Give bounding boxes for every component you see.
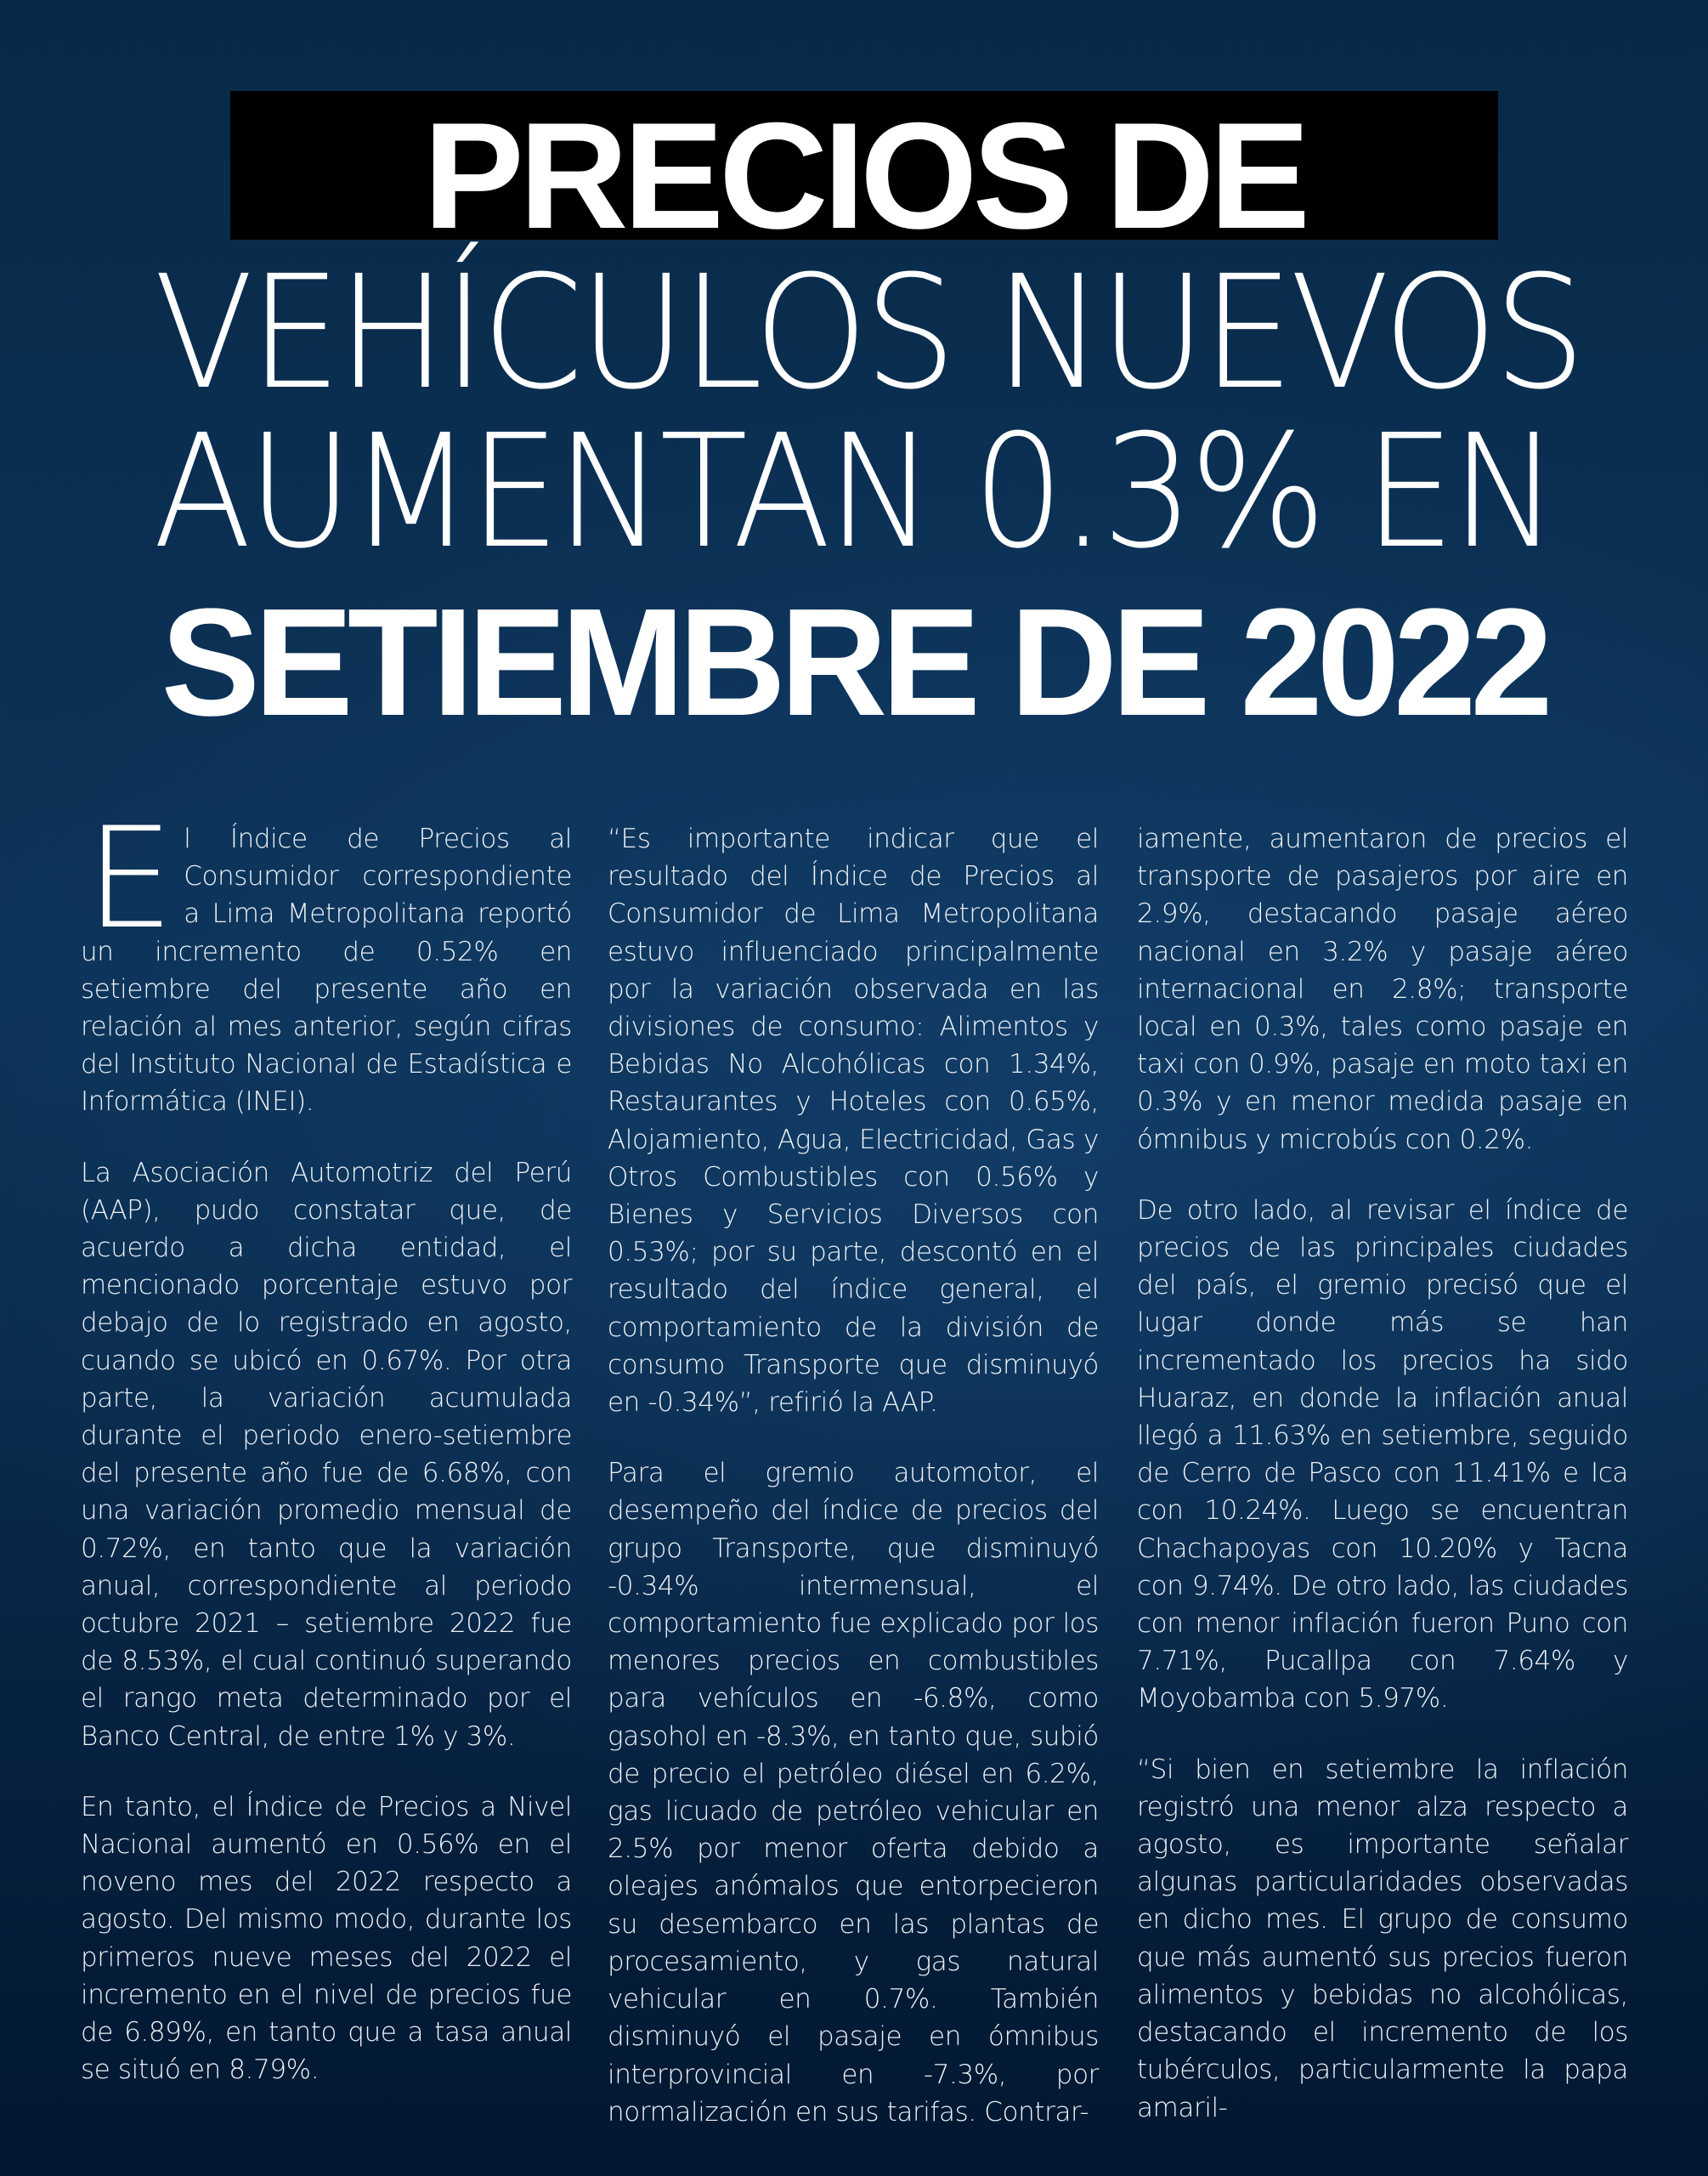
paragraph: [81, 797, 572, 1121]
paragraph: La Asociación Automotriz del Perú (AAP), pudo constatar que, de acuerdo a dicha entidad, el mencionado porcentaje estuvo por debajo de lo registrado en agosto, cuando se ubicó en 0.67%. Por otra parte, la variación acumulada durante el periodo enero-setiembre del presente año fue de 6.68%, con una variación promedio mensual de 0.72%, en tanto que la variación anual, correspondiente al periodo octubre 2021 – setiembre 2022 fue de 8.53%, el cual continuó superando el rango meta determinado por el Banco Central, de entre 1% y 3%.: [81, 1157, 572, 1752]
paragraph: iamente, aumentaron de precios el transporte de pasajeros por aire en 2.9%, destacando pasaje aéreo nacional en 3.2% y pasaje aéreo internacional en 2.8%; transporte local en 0.3%, tales como pasaje en taxi con 0.9%, pasaje en moto taxi en 0.3% y en menor medida pasaje en ómnibus y microbús con 0.2%.: [1137, 824, 1628, 1155]
paragraph: En tanto, el Índice de Precios a Nivel Nacional aumentó en 0.56% en el noveno mes del 2022 respecto a agosto. Del mismo modo, durante los primeros nueve meses del 2022 el incremento en el nivel de precios fue de 6.89%, en tanto que a tasa anual se situó en 8.79%.: [81, 1791, 572, 2086]
headline-line-4: SETIEMBRE DE 2022: [161, 577, 1547, 748]
paragraph: “Si bien en setiembre la inflación registró una menor alza respecto a agosto, es importante señalar algunas particularidades observadas en dicho mes. El grupo de consumo que más aumentó sus precios fueron alimentos y bebidas no alcohólicas, destacando el incremento de los tubérculos, particularmente la papa amaril-: [1137, 1754, 1628, 2123]
paragraph: Para el gremio automotor, el desempeño del índice de precios del grupo Transporte, que disminuyó -0.34% intermensual, el comportamiento fue explicado por los menores precios en combustibles para vehículos en -6.8%, como gasohol en -8.3%, en tanto que, subió de precio el petróleo diésel en 6.2%, gas licuado de petróleo vehicular en 2.5% por menor oferta debido a oleajes anómalos que entorpecieron su desembarco en las plantas de procesamiento, y gas natural vehicular en 0.7%. También disminuyó el pasaje en ómnibus interprovincial en -7.3%, por normalización en sus tarifas. Contrar-: [608, 1458, 1099, 2128]
headline-line-3: AUMENTAN 0.3% EN: [153, 401, 1555, 583]
headline-line-2: VEHÍCULOS NUEVOS: [154, 242, 1582, 424]
article-column-3: [1137, 820, 1628, 2160]
article-column-1: [81, 797, 572, 2122]
paragraph-text: l Índice de Precios al Consumidor correspondiente a Lima Metropolitana reportó un incremento de 0.52% en setiembre del presente año en relación al mes anterior, según cifras del Instituto Nacional de Estadística e Informática (INEI).: [81, 824, 572, 1118]
paragraph: De otro lado, al revisar el índice de precios de las principales ciudades del país, el gremio precisó que el lugar donde más se han incrementado los precios ha sido Huaraz, en donde la inflación anual llegó a 11.63% en setiembre, seguido de Cerro de Pasco con 11.41% e Ica con 10.24%. Luego se encuentran Chachapoyas con 10.20% y Tacna con 9.74%. De otro lado, las ciudades con menor inflación fueron Puno con 7.71%, Pucallpa con 7.64% y Moyobamba con 5.97%.: [1137, 1194, 1628, 1714]
headline-line-1: PRECIOS DE: [423, 91, 1305, 260]
paragraph: “Es importante indicar que el resultado del Índice de Precios al Consumidor de Lima Metropolitana estuvo influenciado principalmente por la variación observada en las divisiones de consumo: Alimentos y Bebidas No Alcohólicas con 1.34%, Restaurantes y Hoteles con 0.65%, Alojamiento, Agua, Electricidad, Gas y Otros Combustibles con 0.56% y Bienes y Servicios Diversos con 0.53%; por su parte, descontó en el resultado del índice general, el comportamiento de la división de consumo Transporte que disminuyó en -0.34%”, refirió la AAP.: [608, 824, 1099, 1419]
drop-cap: E: [86, 797, 174, 960]
article-column-2: [608, 820, 1099, 2164]
